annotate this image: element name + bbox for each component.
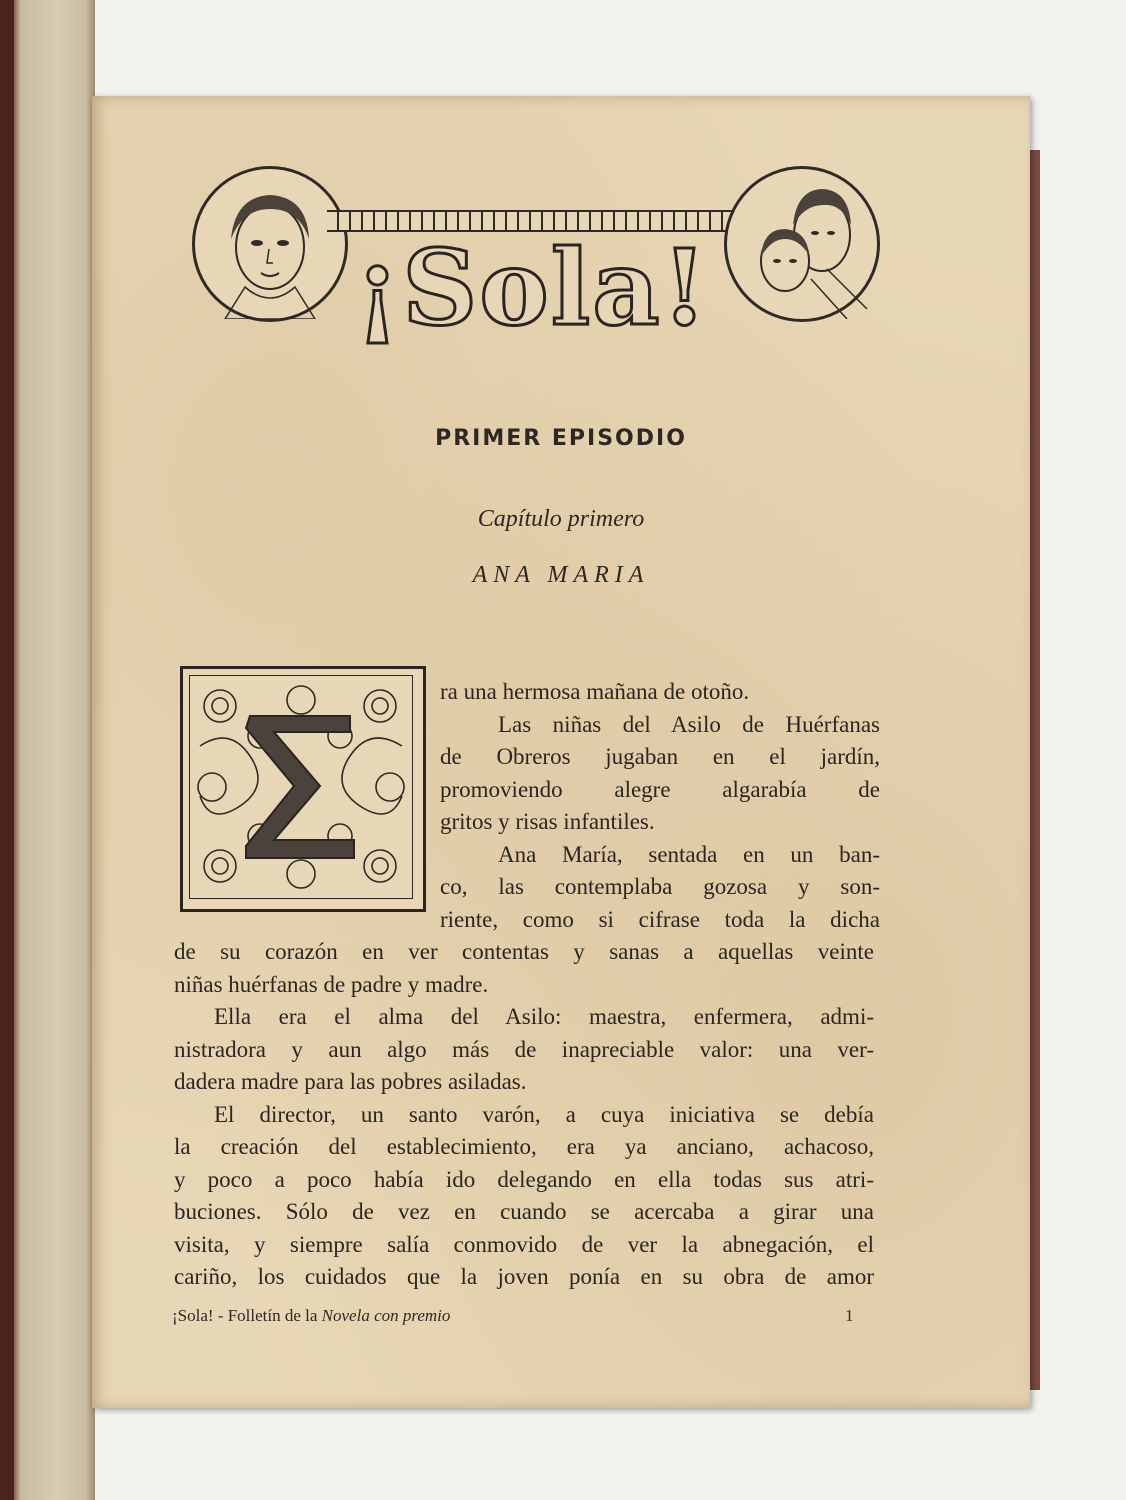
drop-cap-ornament <box>180 666 426 912</box>
text-line: El director, un santo varón, a cuya iniciativa se debía <box>214 1101 874 1127</box>
footer-publication: Novela con premio <box>321 1306 451 1325</box>
title-banner <box>192 166 872 351</box>
text-line: niñas huérfanas de padre y madre. <box>174 971 489 997</box>
text-line: nistradora y aun algo más de inapreciable valor: una ver- <box>174 1036 874 1062</box>
text-line: Las niñas del Asilo de Huérfanas <box>498 711 880 737</box>
text-line: y poco a poco había ido delegando en ella todas sus atri- <box>174 1166 874 1192</box>
episode-heading: PRIMER EPISODIO <box>435 426 687 451</box>
text-line: co, las contemplaba gozosa y son- <box>440 874 880 899</box>
text-line: riente, como si cifrase toda la dicha <box>440 906 880 932</box>
book-spine <box>0 0 14 1500</box>
footer-title: ¡Sola! - Folletín de la <box>172 1306 318 1325</box>
text-line: gritos y risas infantiles. <box>440 809 655 834</box>
page-number: 1 <box>845 1306 854 1325</box>
chapter-title: ANA MARIA <box>472 562 650 588</box>
running-footer <box>172 1306 450 1326</box>
text-line: promoviendo alegre algarabía de <box>440 776 880 802</box>
text-line: Ella era el alma del Asilo: maestra, enfermera, admi- <box>214 1004 874 1029</box>
book-title: ¡Sola! <box>354 226 710 349</box>
book-binding <box>0 0 95 1500</box>
text-line: de su corazón en ver contentas y sanas a aquellas veinte <box>174 939 874 964</box>
text-line: ra una hermosa mañana de otoño. <box>440 679 750 704</box>
text-line: cariño, los cuidados que la joven ponía en su obra de amor <box>174 1264 874 1289</box>
text-line: la creación del establecimiento, era ya anciano, achacoso, <box>174 1134 874 1159</box>
text-line: buciones. Sólo de vez en cuando se acercaba a girar una <box>174 1199 874 1224</box>
girl-portrait-medallion <box>192 166 348 322</box>
drop-cap-scrollwork <box>189 675 413 899</box>
wrapped-paragraph-text <box>440 676 880 936</box>
text-line: dadera madre para las pobres asiladas. <box>174 1069 527 1094</box>
chapter-number: Capítulo primero <box>477 506 645 532</box>
full-width-paragraph-text <box>174 936 874 1294</box>
book-cover-edge <box>1030 150 1040 1390</box>
text-line: Ana María, sentada en un ban- <box>498 841 880 867</box>
text-line: visita, y siempre salía conmovido de ver la abnegación, el <box>174 1231 874 1257</box>
book-page <box>92 96 1030 1408</box>
children-portrait-medallion <box>724 166 880 322</box>
text-line: de Obreros jugaban en el jardín, <box>440 744 880 769</box>
